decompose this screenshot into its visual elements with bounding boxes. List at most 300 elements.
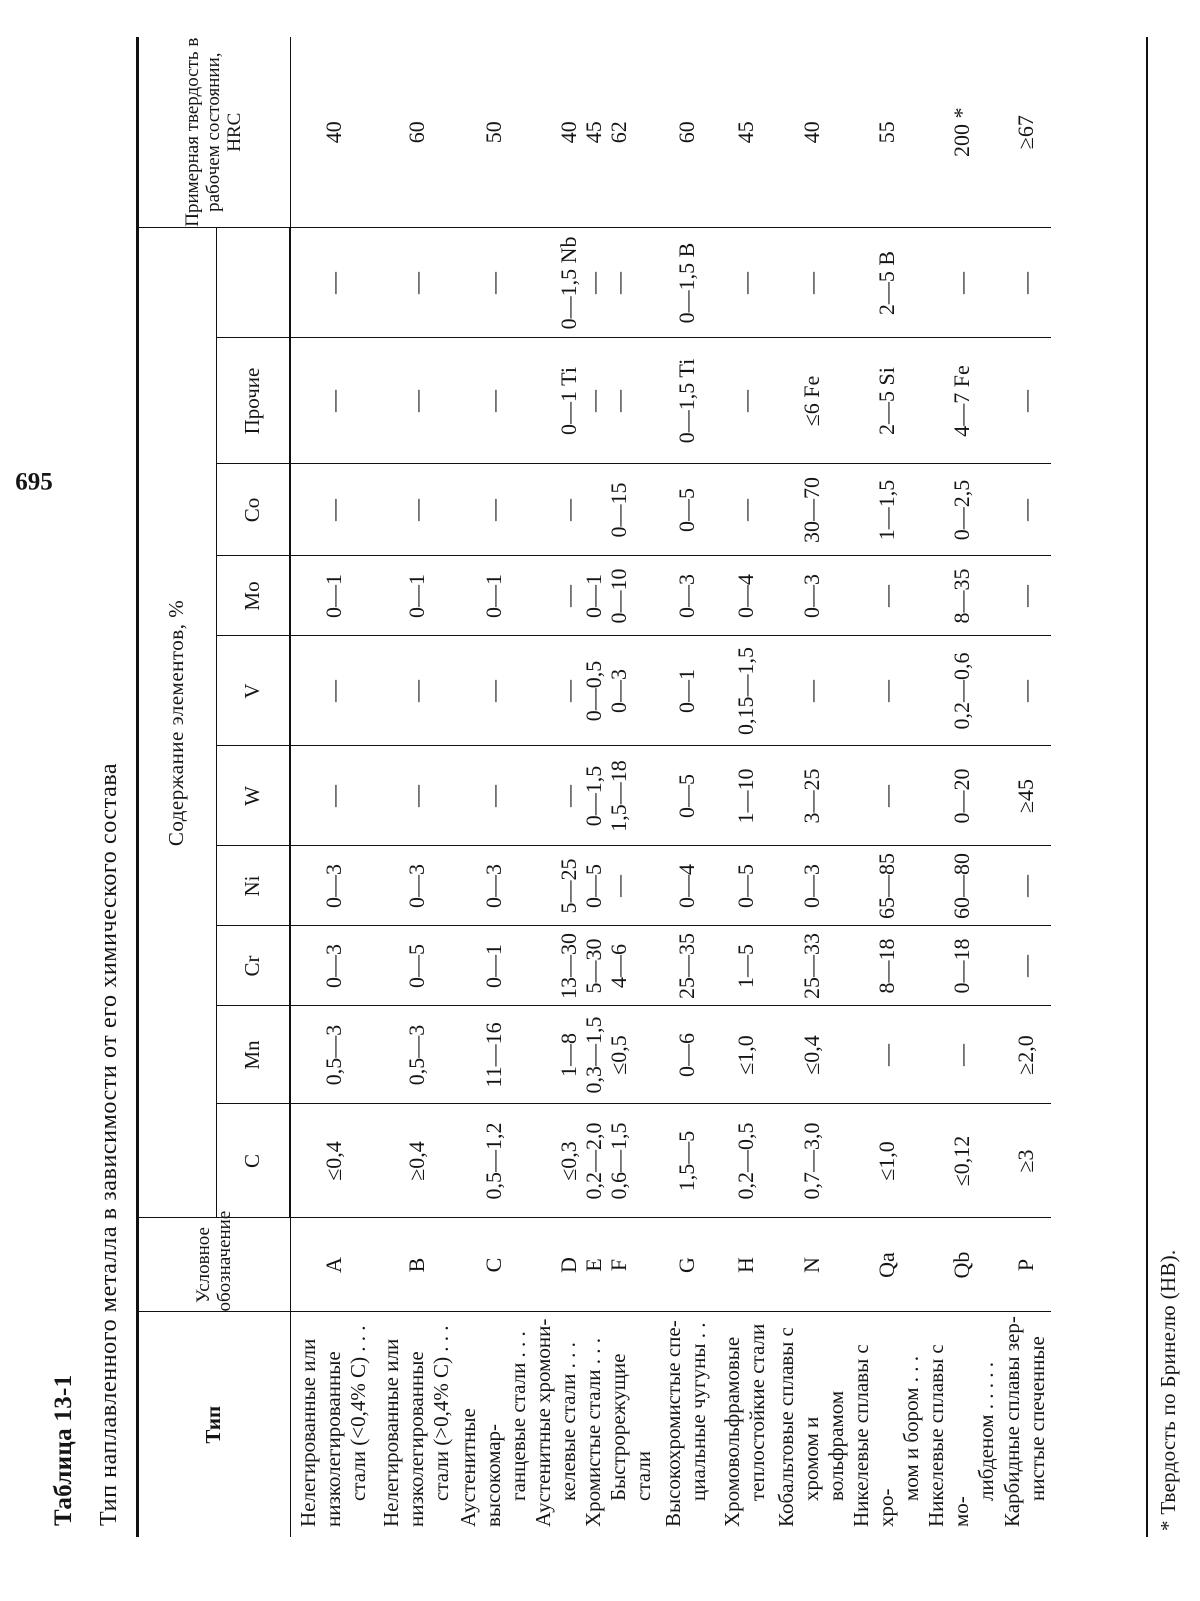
cell-value: C [481, 1257, 506, 1273]
cell-hrc [716, 37, 774, 228]
cell-o2 [849, 228, 924, 338]
cell-value: Qb [949, 1251, 974, 1279]
type-line: стали (>0,4% C) . . . [428, 1325, 453, 1501]
cell-value: 1—10 [732, 768, 758, 824]
cell-v [376, 636, 456, 746]
cell-cr [531, 926, 656, 1006]
cell-value [581, 465, 606, 556]
cell-c [999, 1104, 1051, 1218]
cell-value: — [1012, 680, 1038, 702]
cell-ni [456, 846, 531, 926]
cell-value: E [581, 1258, 606, 1272]
cell-v [924, 636, 999, 746]
cell-cr [656, 926, 716, 1006]
cell-value: — [732, 271, 758, 294]
cell-value: — [1012, 271, 1038, 294]
type-line: циальные чугуны . . [686, 1322, 710, 1501]
cell-value: 55 [874, 121, 899, 144]
cell-mn [531, 1006, 656, 1104]
cell-value: ≤1,0 [874, 1141, 899, 1181]
cell-co [999, 464, 1051, 556]
cell-value: — [403, 390, 429, 412]
cell-value: 30—70 [799, 477, 824, 543]
cell-ni [656, 846, 716, 926]
cell-value: H [732, 1257, 758, 1273]
type-line: теплостойкие стали [745, 1323, 769, 1501]
cell-o1 [376, 338, 456, 464]
cell-value: 60—80 [949, 853, 974, 919]
cell-mn [716, 1006, 774, 1104]
cell-des [376, 1218, 456, 1312]
cell-value: ≥45 [1012, 778, 1038, 814]
cell-value: 3—25 [799, 768, 824, 824]
cell-mo [656, 556, 716, 636]
cell-value: — [556, 499, 581, 521]
cell-value: 0—3 [403, 864, 429, 908]
cell-ni [376, 846, 456, 926]
cell-value: 0—1 [403, 574, 429, 618]
header-element-8: Прочие [216, 338, 290, 464]
type-line: ганцевые стали . . . [506, 1331, 530, 1501]
cell-value: ≤0,4 [321, 1141, 346, 1181]
cell-value: 0,5—1,2 [481, 1122, 506, 1200]
cell-des [456, 1218, 531, 1312]
cell-value: 0—0,5 [581, 660, 606, 722]
cell-hrc [774, 37, 849, 228]
cell-value: 0—1 [481, 574, 506, 618]
cell-value: 8—35 [949, 568, 974, 624]
cell-co [849, 464, 924, 556]
cell-value: 0,7—3,0 [799, 1122, 824, 1200]
cell-w [531, 746, 656, 846]
cell-type [290, 1312, 376, 1537]
cell-mo [774, 556, 849, 636]
composition-table [138, 37, 1051, 1537]
cell-mo [290, 556, 376, 636]
table-row [774, 37, 849, 1537]
cell-value: 2—5 Si [874, 367, 899, 435]
cell-value: — [1012, 390, 1038, 412]
cell-cr [290, 926, 376, 1006]
cell-v [456, 636, 531, 746]
cell-value: — [481, 785, 506, 807]
cell-value: 0,2—0,5 [732, 1122, 758, 1200]
header-element-5: V [216, 636, 290, 746]
cell-value: — [949, 271, 974, 294]
cell-value: 0—3 [321, 864, 346, 908]
cell-value: 0—3 [799, 864, 824, 908]
cell-value: ≥0,4 [403, 1141, 429, 1181]
type-line: мом и бором . . . [899, 1356, 923, 1501]
type-line: Хромистые стали . . . [581, 1338, 605, 1527]
table-row [376, 37, 456, 1537]
cell-hrc [999, 37, 1051, 228]
cell-c [656, 1104, 716, 1218]
cell-value: ≤1,0 [732, 1035, 758, 1075]
cell-c [376, 1104, 456, 1218]
table-number: Таблица 13-1 [50, 1374, 77, 1526]
cell-value: 40 [556, 121, 581, 144]
cell-co [290, 464, 376, 556]
cell-value: 0—1,5 [581, 765, 606, 827]
type-line: Кобальтовые сплавы с [774, 1327, 798, 1527]
bottom-rule [1146, 37, 1148, 1537]
cell-value: 11—16 [481, 1022, 506, 1088]
cell-value: 1—8 [556, 1033, 581, 1077]
cell-value: 0—5 [673, 774, 699, 818]
cell-value: 0,5—3 [403, 1024, 429, 1086]
cell-des [531, 1218, 656, 1312]
cell-value: ≤0,5 [606, 1035, 631, 1075]
cell-value: — [403, 785, 429, 807]
header-element-7: Co [216, 464, 290, 556]
cell-hrc [656, 37, 716, 228]
table-row [656, 37, 716, 1537]
type-line: хромом и вольфрамом [799, 1390, 848, 1501]
cell-ni [849, 846, 924, 926]
cell-c [774, 1104, 849, 1218]
cell-mn [774, 1006, 849, 1104]
cell-value: P [1012, 1258, 1038, 1272]
cell-cr [924, 926, 999, 1006]
type-line: Нелегированные или низколегированные [295, 1338, 345, 1527]
cell-ni [716, 846, 774, 926]
cell-c [456, 1104, 531, 1218]
cell-value: — [606, 875, 631, 897]
cell-o1 [849, 338, 924, 464]
table-row [716, 37, 774, 1537]
cell-mn [290, 1006, 376, 1104]
cell-value: 0,2—0,6 [949, 652, 974, 730]
table-row [849, 37, 924, 1537]
cell-co [376, 464, 456, 556]
cell-value: 8—18 [874, 938, 899, 994]
cell-value: — [874, 585, 899, 607]
cell-mn [456, 1006, 531, 1104]
cell-value: — [874, 785, 899, 807]
cell-value: N [799, 1257, 824, 1273]
cell-mn [656, 1006, 716, 1104]
cell-value: 0—5 [673, 488, 699, 532]
cell-value: ≥3 [1012, 1149, 1038, 1173]
cell-hrc [531, 37, 656, 228]
type-line: нистые спеченные [1025, 1336, 1049, 1501]
cell-value: 200 * [949, 107, 974, 157]
cell-o2 [456, 228, 531, 338]
cell-des [849, 1218, 924, 1312]
cell-cr [376, 926, 456, 1006]
cell-value: 0—2,5 [949, 479, 974, 541]
cell-value: ≤0,3 [556, 1141, 581, 1181]
cell-o1 [656, 338, 716, 464]
type-line: келевые стали . . . [556, 1342, 580, 1501]
cell-c [849, 1104, 924, 1218]
header-element-2: Cr [216, 926, 290, 1006]
cell-hrc [456, 37, 531, 228]
cell-ni [290, 846, 376, 926]
cell-w [716, 746, 774, 846]
cell-value: 0—5 [403, 944, 429, 988]
cell-mo [716, 556, 774, 636]
cell-v [531, 636, 656, 746]
cell-hrc [849, 37, 924, 228]
cell-value: — [403, 271, 429, 294]
cell-w [849, 746, 924, 846]
cell-value: 1—5 [732, 944, 758, 988]
cell-value: 40 [320, 121, 346, 144]
cell-value: — [1012, 955, 1038, 977]
cell-des [924, 1218, 999, 1312]
cell-value: 0,3—1,5 [581, 1016, 606, 1094]
cell-value: — [581, 390, 606, 412]
cell-value: — [321, 271, 346, 294]
cell-value: — [403, 680, 429, 702]
cell-value: 60 [403, 121, 429, 144]
cell-mo [376, 556, 456, 636]
cell-value: 0—1 [321, 574, 346, 618]
cell-type [849, 1312, 924, 1537]
cell-hrc [376, 37, 456, 228]
type-line: Хромовольфрамовые [720, 1336, 744, 1527]
header-element-4: W [216, 746, 290, 846]
cell-ni [531, 846, 656, 926]
cell-value: — [481, 680, 506, 702]
cell-value: 0—20 [949, 768, 974, 824]
cell-value: — [321, 390, 346, 412]
cell-value: 65—85 [874, 853, 899, 919]
cell-type [924, 1312, 999, 1537]
cell-value: — [581, 271, 606, 294]
cell-cr [999, 926, 1051, 1006]
table-row [924, 37, 999, 1537]
cell-c [290, 1104, 376, 1218]
cell-value: 0—1 [581, 574, 606, 618]
header-element-6: Mo [216, 556, 290, 636]
cell-type [999, 1312, 1051, 1537]
cell-o1 [774, 338, 849, 464]
type-line: Нелегированные или низколегированные [378, 1338, 428, 1527]
cell-mn [924, 1006, 999, 1104]
cell-value: 5—25 [556, 858, 581, 914]
cell-value: 0—5 [581, 864, 606, 908]
cell-type [656, 1312, 716, 1537]
cell-o2 [999, 228, 1051, 338]
type-line: Высокохромистые спе- [661, 1320, 685, 1527]
cell-type [531, 1312, 656, 1537]
cell-value: — [799, 271, 824, 294]
cell-value: 50 [481, 121, 506, 144]
cell-value: — [556, 785, 581, 807]
table-row [290, 37, 376, 1537]
cell-value: — [321, 680, 346, 702]
cell-des [716, 1218, 774, 1312]
cell-value: F [606, 1258, 631, 1272]
header-element-9 [216, 228, 290, 338]
header-element-1: Mn [216, 1006, 290, 1104]
cell-value: ≥67 [1012, 115, 1038, 150]
cell-value: 45 [581, 121, 606, 144]
header-element-0: C [216, 1104, 290, 1218]
cell-des [999, 1218, 1051, 1312]
cell-v [656, 636, 716, 746]
cell-mn [999, 1006, 1051, 1104]
cell-value: 0—4 [673, 864, 699, 908]
cell-value: — [874, 680, 899, 702]
cell-value: — [556, 680, 581, 702]
cell-value: — [1012, 875, 1038, 897]
cell-value: 5—30 [581, 938, 606, 994]
cell-mo [531, 556, 656, 636]
cell-o2 [924, 228, 999, 338]
cell-mo [456, 556, 531, 636]
cell-o2 [656, 228, 716, 338]
cell-value: — [606, 271, 631, 294]
header-content-group: Содержание элементов, % [138, 228, 216, 1218]
cell-mn [849, 1006, 924, 1104]
cell-value: — [321, 785, 346, 807]
cell-o2 [376, 228, 456, 338]
cell-ni [774, 846, 849, 926]
cell-value: — [481, 390, 506, 412]
cell-type [774, 1312, 849, 1537]
cell-value: 0—1,5 Nb [556, 236, 581, 330]
cell-value: 0—3 [321, 944, 346, 988]
cell-value: 13—30 [556, 933, 581, 999]
cell-co [531, 464, 656, 556]
cell-o2 [290, 228, 376, 338]
cell-co [456, 464, 531, 556]
cell-cr [849, 926, 924, 1006]
cell-o1 [531, 338, 656, 464]
cell-value: D [556, 1257, 581, 1273]
cell-value: — [606, 390, 631, 412]
table-row [456, 37, 531, 1537]
type-line: Аустенитные высокомар- [456, 1408, 505, 1527]
header-type: Тип [138, 1312, 290, 1537]
cell-value: G [673, 1257, 699, 1273]
cell-value: 0—1,5 Ti [673, 358, 699, 444]
footnote: * Твердость по Бринелю (HB). [1156, 1249, 1180, 1531]
type-line: Карбидные сплавы зер- [1000, 1316, 1024, 1527]
cell-value: 0—3 [673, 574, 699, 618]
cell-value: — [799, 680, 824, 702]
cell-o1 [924, 338, 999, 464]
cell-co [774, 464, 849, 556]
cell-value: 0—15 [606, 482, 631, 538]
cell-mo [849, 556, 924, 636]
cell-value: 0—6 [673, 1033, 699, 1077]
cell-value: B [403, 1257, 429, 1273]
cell-value: 25—35 [673, 933, 699, 999]
cell-ni [999, 846, 1051, 926]
cell-type [716, 1312, 774, 1537]
table-row [531, 37, 656, 1537]
cell-value: 0—1 Ti [556, 367, 581, 435]
cell-value: 0—18 [949, 938, 974, 994]
cell-cr [774, 926, 849, 1006]
cell-value: 60 [673, 121, 699, 144]
cell-c [716, 1104, 774, 1218]
cell-des [290, 1218, 376, 1312]
cell-hrc [924, 37, 999, 228]
cell-v [774, 636, 849, 746]
cell-value: 1,5—18 [606, 760, 631, 832]
cell-value: 0—5 [732, 864, 758, 908]
cell-mn [376, 1006, 456, 1104]
cell-o2 [716, 228, 774, 338]
cell-value: — [1012, 585, 1038, 607]
cell-value: — [403, 499, 429, 521]
cell-w [999, 746, 1051, 846]
cell-value: — [556, 585, 581, 607]
cell-value: 0—1,5 B [673, 242, 699, 324]
cell-value: ≤0,4 [799, 1035, 824, 1075]
cell-w [290, 746, 376, 846]
cell-hrc [290, 37, 376, 228]
cell-co [924, 464, 999, 556]
cell-o1 [716, 338, 774, 464]
cell-value: 0,2—2,0 [581, 1122, 606, 1200]
header-designation: Условное обозначение [138, 1218, 290, 1312]
cell-c [531, 1104, 656, 1218]
header-hardness: Примерная твердость в рабочем состоянии, HRC [138, 37, 290, 228]
cell-v [290, 636, 376, 746]
cell-o2 [531, 228, 656, 338]
cell-w [456, 746, 531, 846]
cell-v [849, 636, 924, 746]
cell-v [999, 636, 1051, 746]
cell-value: 1,5—5 [673, 1130, 699, 1192]
type-line: стали (<0,4% C) . . . [345, 1325, 370, 1501]
cell-w [924, 746, 999, 846]
cell-value: Qa [874, 1252, 899, 1278]
cell-value: 25—33 [799, 933, 824, 999]
cell-value: 45 [732, 121, 758, 144]
cell-value: — [321, 499, 346, 521]
page-number: 695 [15, 468, 53, 496]
cell-value: ≤6 Fe [799, 375, 824, 427]
cell-w [376, 746, 456, 846]
cell-value: 0,5—3 [321, 1024, 346, 1086]
cell-value: — [481, 271, 506, 294]
cell-value: 0—3 [606, 669, 631, 713]
cell-value: 0—3 [481, 864, 506, 908]
cell-des [774, 1218, 849, 1312]
cell-v [716, 636, 774, 746]
cell-value: 4—6 [606, 944, 631, 988]
cell-value: 0,6—1,5 [606, 1122, 631, 1200]
cell-des [656, 1218, 716, 1312]
cell-value: 0,15—1,5 [732, 647, 758, 735]
cell-w [774, 746, 849, 846]
cell-co [716, 464, 774, 556]
cell-value: — [732, 499, 758, 521]
table-caption: Тип наплавленного металла в зависимости от его химического состава [96, 762, 122, 1526]
cell-value: 40 [799, 121, 824, 144]
cell-value: 0—1 [481, 944, 506, 988]
cell-o1 [999, 338, 1051, 464]
cell-value: ≥2,0 [1012, 1035, 1038, 1075]
cell-value: — [1012, 499, 1038, 521]
type-line: Никелевые сплавы с мо- [924, 1344, 973, 1527]
cell-value: — [874, 1044, 899, 1066]
cell-cr [456, 926, 531, 1006]
type-line: Аустенитные хромони- [531, 1318, 555, 1527]
cell-o2 [774, 228, 849, 338]
cell-ni [924, 846, 999, 926]
cell-w [656, 746, 716, 846]
header-element-3: Ni [216, 846, 290, 926]
